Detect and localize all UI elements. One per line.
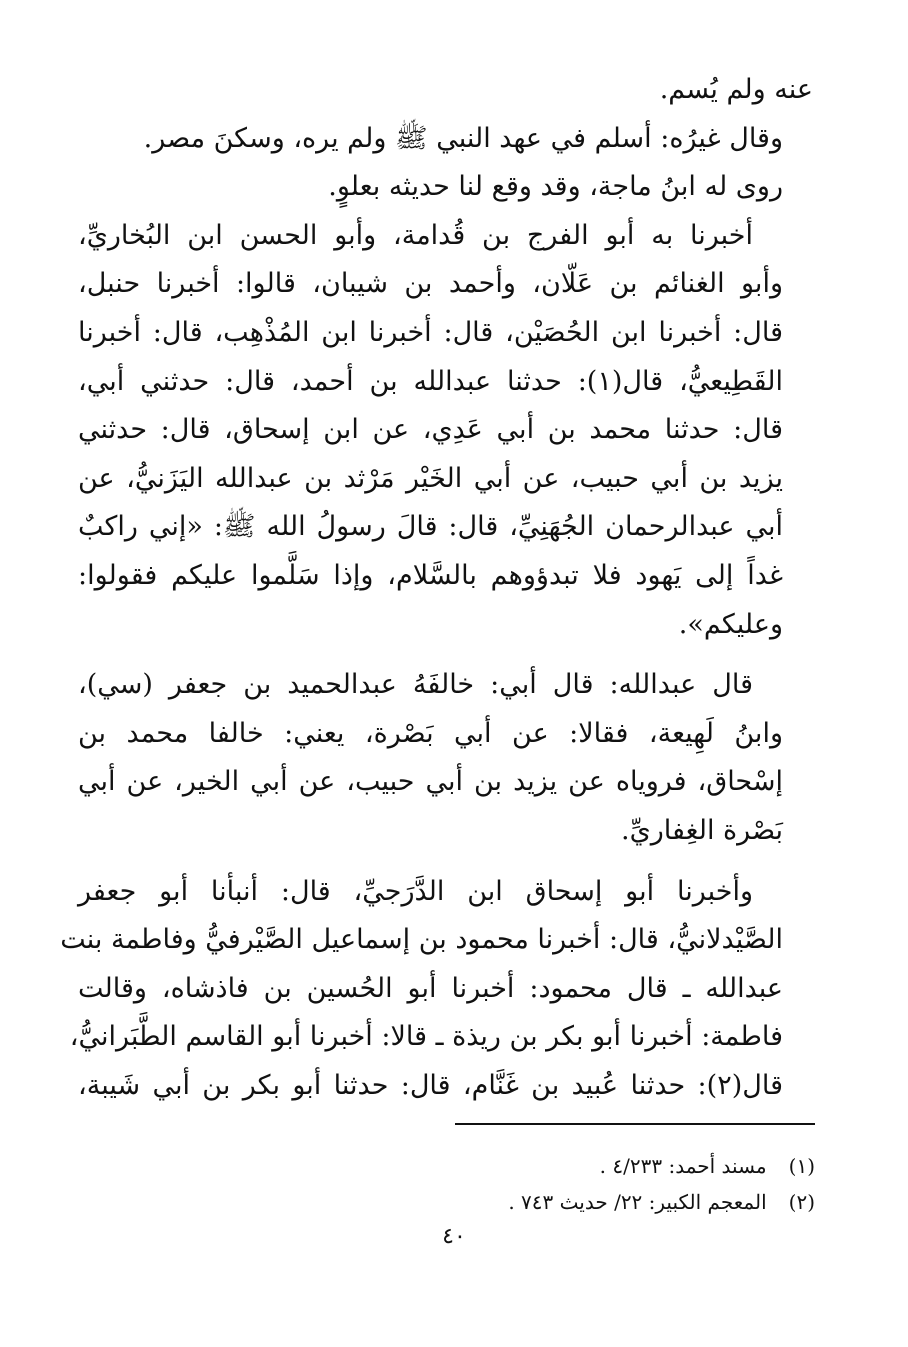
footnote-2 bbox=[300, 1184, 815, 1220]
text-line: أخبرنا به أبو الفرج بن قُدامة، وأبو الحسن ابن البُخاريِّ، bbox=[78, 219, 753, 251]
paragraph-4 bbox=[78, 212, 813, 649]
footnote-text: مسند أحمد: ٤/٢٣٣ . bbox=[599, 1154, 767, 1178]
text-line: الصَّيْدلانيُّ، قال: أخبرنا محمود بن إسماعيل الصَّيْرفيُّ وفاطمة بنت bbox=[60, 924, 783, 956]
footnote-divider bbox=[455, 1123, 815, 1125]
text-line: غداً إلى يَهود فلا تبدؤوهم بالسَّلام، وإذا سَلَّموا عليكم فقولوا: bbox=[78, 559, 783, 591]
text-line: إسْحاق، فروياه عن يزيد بن أبي حبيب، عن أبي الخير، عن أبي bbox=[78, 766, 783, 798]
paragraph-6 bbox=[60, 868, 813, 1111]
text-line: بَصْرة الغِفاريِّ. bbox=[621, 814, 783, 846]
footnote-number: (١) bbox=[788, 1154, 815, 1178]
paragraph-3 bbox=[78, 163, 813, 212]
text-line: قال: حدثنا محمد بن أبي عَدِي، عن ابن إسحاق، قال: حدثني bbox=[78, 414, 783, 446]
footnote-1 bbox=[300, 1148, 815, 1184]
text-line: وأبو الغنائم بن عَلّان، وأحمد بن شيبان، قالوا: أخبرنا حنبل، bbox=[78, 268, 783, 300]
text-line: أبي عبدالرحمان الجُهَنِيِّ، قال: قالَ رسولُ الله ﷺ: «إني راكبٌ bbox=[78, 511, 783, 543]
text-line: عنه ولم يُسم. bbox=[659, 74, 813, 105]
text-line: وعليكم». bbox=[678, 608, 783, 640]
text-line: وابنُ لَهِيعة، فقالا: عن أبي بَصْرة، يعني: خالفا محمد بن bbox=[78, 717, 783, 749]
paragraph-2 bbox=[78, 115, 813, 164]
text-line: وقال غيرُه: أسلم في عهد النبي ﷺ ولم يره، وسكنَ مصر. bbox=[143, 122, 783, 154]
paragraph-5 bbox=[78, 661, 813, 855]
text-line: قال: أخبرنا ابن الحُصَيْن، قال: أخبرنا ابن المُذْهِب، قال: أخبرنا bbox=[78, 316, 783, 348]
text-line: عبدالله ـ قال محمود: أخبرنا أبو الحُسين بن فاذشاه، وقالت bbox=[78, 972, 783, 1004]
text-line: فاطمة: أخبرنا أبو بكر بن ريذة ـ قالا: أخبرنا أبو القاسم الطَّبَرانيُّ، bbox=[69, 1021, 783, 1053]
text-line: وأخبرنا أبو إسحاق ابن الدَّرَجيِّ، قال: أنبأنا أبو جعفر bbox=[78, 875, 753, 907]
main-text bbox=[60, 66, 813, 1110]
footnote-number: (٢) bbox=[788, 1190, 815, 1214]
page-number: ٤٠ bbox=[442, 1224, 466, 1249]
text-line: يزيد بن أبي حبيب، عن أبي الخَيْر مَرْثد بن عبدالله اليَزَنيُّ، عن bbox=[78, 462, 783, 494]
footnote-text: المعجم الكبير: ٢٢/ حديث ٧٤٣ . bbox=[508, 1190, 767, 1214]
footnotes bbox=[300, 1148, 815, 1220]
text-line: روى له ابنُ ماجة، وقد وقع لنا حديثه بعلوٍ. bbox=[328, 171, 783, 203]
text-line: قال عبدالله: قال أبي: خالفَهُ عبدالحميد بن جعفر (سي)، bbox=[78, 669, 753, 701]
text-line: قال(٢): حدثنا عُبيد بن غَنَّام، قال: حدثنا أبو بكر بن أبي شَيبة، bbox=[78, 1069, 783, 1101]
paragraph-1 bbox=[78, 66, 813, 115]
text-line: القَطِيعيُّ، قال(١): حدثنا عبدالله بن أحمد، قال: حدثني أبي، bbox=[78, 365, 783, 397]
